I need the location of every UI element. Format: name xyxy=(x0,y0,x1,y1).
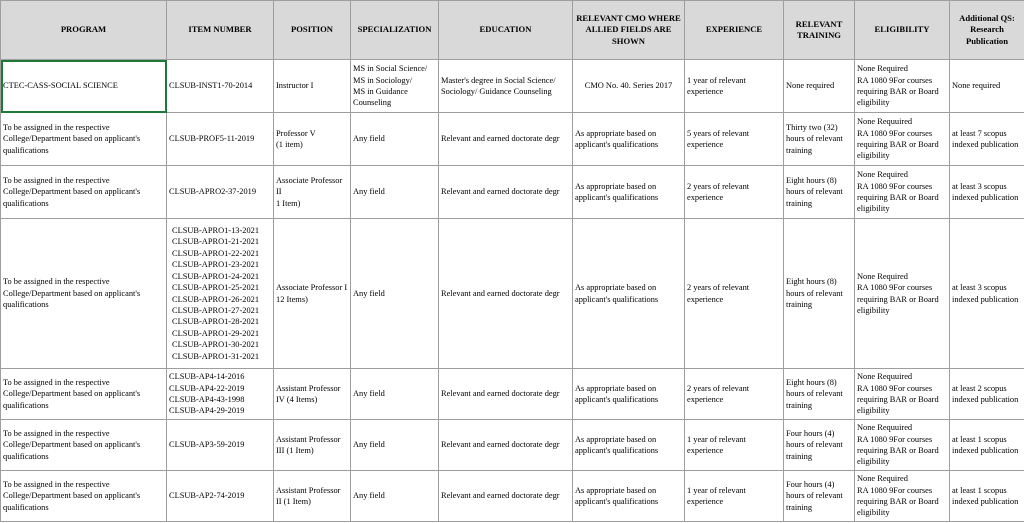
cell-experience[interactable]: 2 years of relevant experience xyxy=(685,166,784,219)
cell-position[interactable]: Associate Professor II 1 Item) xyxy=(274,166,351,219)
cell-specialization[interactable]: MS in Social Science/ MS in Sociology/ MS in Guidance Counseling xyxy=(351,60,439,113)
table-row xyxy=(1,420,1024,471)
cell-training[interactable]: Four hours (4) hours of relevant training xyxy=(784,420,855,471)
cell-cmo[interactable]: As appropriate based on applicant's qualifications xyxy=(573,420,685,471)
cell-additional[interactable]: at least 3 scopus indexed publication xyxy=(950,219,1024,369)
cell-position[interactable]: Assistant Professor III (1 Item) xyxy=(274,420,351,471)
table-row xyxy=(1,60,1024,113)
cell-position[interactable]: Associate Professor I 12 Items) xyxy=(274,219,351,369)
cell-program[interactable]: CTEC-CASS-SOCIAL SCIENCE xyxy=(1,60,167,113)
cell-eligibility[interactable]: None Requuired RA 1080 9For courses requiring BAR or Board eligibility xyxy=(855,113,950,166)
cell-item-number[interactable]: CLSUB-AP2-74-2019 xyxy=(167,471,274,522)
header-position[interactable]: POSITION xyxy=(274,1,351,60)
cell-item-number[interactable]: CLSUB-AP3-59-2019 xyxy=(167,420,274,471)
header-experience[interactable]: EXPERIENCE xyxy=(685,1,784,60)
cell-education[interactable]: Master's degree in Social Science/ Sociology/ Guidance Counseling xyxy=(439,60,573,113)
cell-item-number[interactable]: CLSUB-AP4-14-2016 CLSUB-AP4-22-2019 CLSUB-AP4-43-1998 CLSUB-AP4-29-2019 xyxy=(167,369,274,420)
cell-eligibility[interactable]: None Requuired RA 1080 9For courses requiring BAR or Board eligibility xyxy=(855,420,950,471)
header-cmo[interactable]: RELEVANT CMO WHERE ALLIED FIELDS ARE SHOWN xyxy=(573,1,685,60)
cell-cmo[interactable]: As appropriate based on applicant's qualifications xyxy=(573,166,685,219)
cell-training[interactable]: Eight hours (8) hours of relevant training xyxy=(784,369,855,420)
cell-item-number[interactable]: CLSUB-PROF5-11-2019 xyxy=(167,113,274,166)
cell-program[interactable]: To be assigned in the respective College/Department based on applicant's qualifications xyxy=(1,471,167,522)
header-specialization[interactable]: SPECIALIZATION xyxy=(351,1,439,60)
cell-cmo[interactable]: As appropriate based on applicant's qualifications xyxy=(573,471,685,522)
header-row xyxy=(1,1,1024,60)
cell-eligibility[interactable]: None Required RA 1080 9For courses requiring BAR or Board eligibility xyxy=(855,60,950,113)
cell-item-number[interactable]: CLSUB-INST1-70-2014 xyxy=(167,60,274,113)
cell-additional[interactable]: None required xyxy=(950,60,1024,113)
cell-cmo[interactable]: CMO No. 40. Series 2017 xyxy=(573,60,685,113)
cell-additional[interactable]: at least 2 scopus indexed publication xyxy=(950,369,1024,420)
table-row xyxy=(1,471,1024,522)
cell-additional[interactable]: at least 3 scopus indexed publication xyxy=(950,166,1024,219)
header-item-number[interactable]: ITEM NUMBER xyxy=(167,1,274,60)
cell-education[interactable]: Relevant and earned doctorate degr xyxy=(439,113,573,166)
cell-specialization[interactable]: Any field xyxy=(351,471,439,522)
header-education[interactable]: EDUCATION xyxy=(439,1,573,60)
cell-specialization[interactable]: Any field xyxy=(351,166,439,219)
cell-experience[interactable]: 2 years of relevant experience xyxy=(685,219,784,369)
cell-position[interactable]: Instructor I xyxy=(274,60,351,113)
cell-education[interactable]: Relevant and earned doctorate degr xyxy=(439,219,573,369)
cell-experience[interactable]: 1 year of relevant experience xyxy=(685,471,784,522)
table-row xyxy=(1,113,1024,166)
cell-training[interactable]: Eight hours (8) hours of relevant training xyxy=(784,166,855,219)
cell-specialization[interactable]: Any field xyxy=(351,113,439,166)
cell-cmo[interactable]: As appropriate based on applicant's qualifications xyxy=(573,219,685,369)
cell-training[interactable]: Four hours (4) hours of relevant training xyxy=(784,471,855,522)
cell-education[interactable]: Relevant and earned doctorate degr xyxy=(439,166,573,219)
cell-position[interactable]: Assistant Professor II (1 Item) xyxy=(274,471,351,522)
cell-eligibility[interactable]: None Requuired RA 1080 9For courses requiring BAR or Board eligibility xyxy=(855,369,950,420)
cell-eligibility[interactable]: None Required RA 1080 9For courses requiring BAR or Board eligibility xyxy=(855,166,950,219)
header-eligibility[interactable]: ELIGIBILITY xyxy=(855,1,950,60)
cell-education[interactable]: Relevant and earned doctorate degr xyxy=(439,420,573,471)
cell-position[interactable]: Assistant Professor IV (4 Items) xyxy=(274,369,351,420)
cell-experience[interactable]: 1 year of relevant experience xyxy=(685,60,784,113)
cell-additional[interactable]: at least 7 scopus indexed publication xyxy=(950,113,1024,166)
cell-training[interactable]: Thirty two (32) hours of relevant training xyxy=(784,113,855,166)
cell-item-number[interactable]: CLSUB-APRO1-13-2021 CLSUB-APRO1-21-2021 CLSUB-APRO1-22-2021 CLSUB-APRO1-23-2021 CLSUB-APRO1-24-2021 CLSUB-APRO1-25-2021 CLSUB-APRO1-26-2021 CLSUB-APRO1-27-2021 CLSUB-APRO1-28-2021 CLSUB-APRO1-29-2021 CLSUB-APRO1-30-2021 CLSUB-APRO1-31-2021 xyxy=(167,219,274,369)
cell-experience[interactable]: 1 year of relevant experience xyxy=(685,420,784,471)
table-row xyxy=(1,369,1024,420)
cell-specialization[interactable]: Any field xyxy=(351,369,439,420)
cell-program[interactable]: To be assigned in the respective College/Department based on applicant's qualifications xyxy=(1,113,167,166)
cell-education[interactable]: Relevant and earned doctorate degr xyxy=(439,369,573,420)
table-row xyxy=(1,219,1024,369)
cell-specialization[interactable]: Any field xyxy=(351,420,439,471)
cell-training[interactable]: None required xyxy=(784,60,855,113)
cell-training[interactable]: Eight hours (8) hours of relevant training xyxy=(784,219,855,369)
cell-additional[interactable]: at least 1 scopus indexed publication xyxy=(950,420,1024,471)
header-additional[interactable]: Additional QS: Research Publication xyxy=(950,1,1024,60)
cell-eligibility[interactable]: None Required RA 1080 9For courses requiring BAR or Board eligibility xyxy=(855,219,950,369)
cell-position[interactable]: Professor V (1 item) xyxy=(274,113,351,166)
cell-cmo[interactable]: As appropriate based on applicant's qualifications xyxy=(573,369,685,420)
header-program[interactable]: PROGRAM xyxy=(1,1,167,60)
cell-program[interactable]: To be assigned in the respective College/Department based on applicant's qualifications xyxy=(1,219,167,369)
cell-experience[interactable]: 5 years of relevant experience xyxy=(685,113,784,166)
cell-cmo[interactable]: As appropriate based on applicant's qualifications xyxy=(573,113,685,166)
cell-program[interactable]: To be assigned in the respective College/Department based on applicant's qualifications xyxy=(1,369,167,420)
cell-specialization[interactable]: Any field xyxy=(351,219,439,369)
cell-program[interactable]: To be assigned in the respective College/Department based on applicant's qualifications xyxy=(1,420,167,471)
cell-program[interactable]: To be assigned in the respective College/Department based on applicant's qualifications xyxy=(1,166,167,219)
cell-item-number[interactable]: CLSUB-APRO2-37-2019 xyxy=(167,166,274,219)
cell-education[interactable]: Relevant and earned doctorate degr xyxy=(439,471,573,522)
cell-additional[interactable]: at least 1 scopus indexed publication xyxy=(950,471,1024,522)
cell-eligibility[interactable]: None Required RA 1080 9For courses requiring BAR or Board eligibility xyxy=(855,471,950,522)
table-row xyxy=(1,166,1024,219)
cell-experience[interactable]: 2 years of relevant experience xyxy=(685,369,784,420)
header-training[interactable]: RELEVANT TRAINING xyxy=(784,1,855,60)
